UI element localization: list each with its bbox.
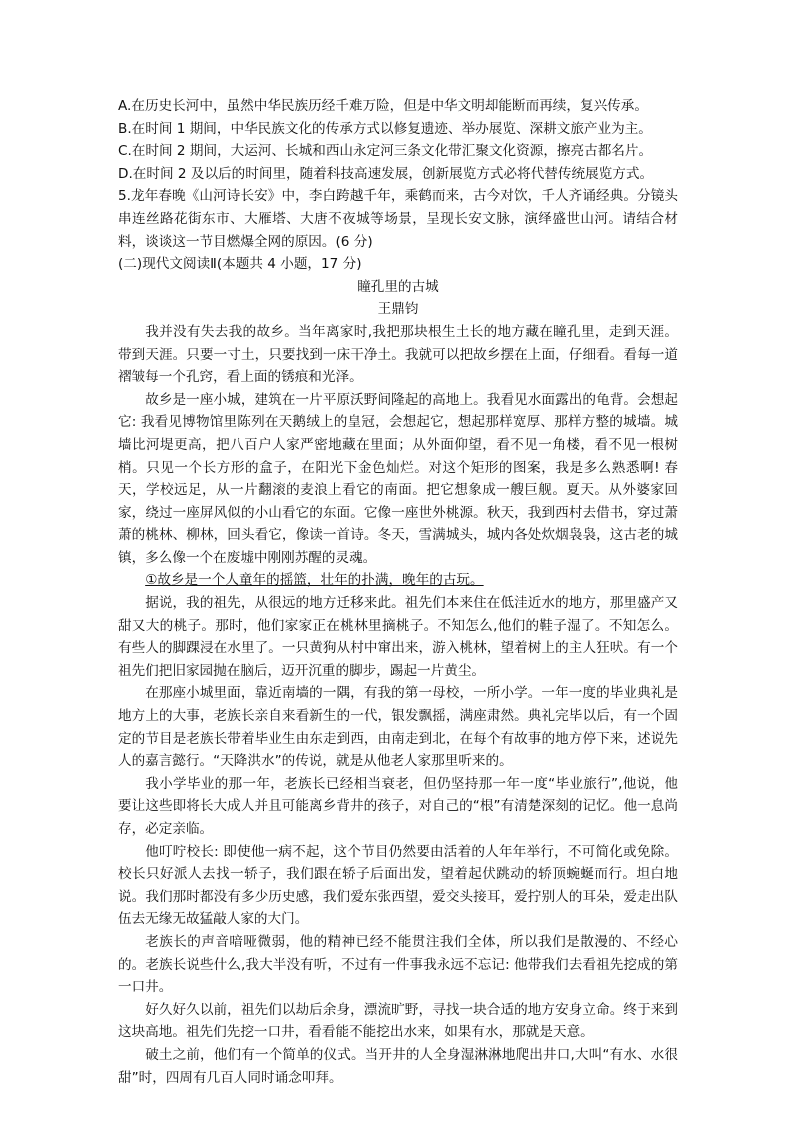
underlined-sentence-paragraph	[118, 569, 678, 592]
underlined-sentence: ①故乡是一个人童年的摇篮，壮年的扑满，晚年的古玩。	[145, 572, 484, 589]
paragraph-9: 好久好久以前，祖先们以劫后余身，漂流旷野，寻找一块合适的地方安身立命。终于来到这块高地。祖先们先挖一口井，看看能不能挖出水来，如果有水，那就是天意。	[118, 1001, 678, 1041]
paragraph-2: 故乡是一座小城，建筑在一片平原沃野间隆起的高地上。我看见水面露出的龟背。会想起它: 我看见博物馆里陈列在天鹅绒上的皇冠，会想起它，想起那样宽厚、那样方整的城墙。城墙比河堤更高，把八百户人家严密地藏在里面；从外面仰望，看不见一角楼，看不见一根树梢。只见一个长方形的盒子，在阳光下金色灿烂。对这个矩形的图案，我是多么熟悉啊! 春天，学校远足，从一片翻滚的麦浪上看它的南面。把它想象成一艘巨舰。夏天。从外婆家回家，绕过一座屏风似的小山看它的东面。它像一座世外桃源。秋天，我到西村去借书，穿过萧萧的桃林、柳林，回头看它，像读一首诗。冬天，雪满城头，城内各处炊烟袅袅，这古老的城镇，多么像一个在废墟中刚刚苏醒的灵魂。	[118, 391, 678, 566]
article-author: 王鼎钧	[377, 301, 419, 318]
exam-page	[118, 95, 678, 1089]
option-d: D.在时间 2 及以后的时间里，随着科技高速发展，创新展览方式必将代替传统展览方式。	[118, 165, 654, 182]
paragraph-8: 老族长的声音喑哑微弱，他的精神已经不能贯注我们全体，所以我们是散漫的、不经心的。老族长说些什么,我大半没有听，不过有一件事我永远不忘记: 他带我们去看祖先挖成的第一口井。	[118, 933, 678, 996]
paragraph-1: 我并没有失去我的故乡。当年离家时,我把那块根生土长的地方藏在瞳孔里，走到天涯。带到天涯。只要一寸土，只要找到一床干净土。我就可以把故乡摆在上面，仔细看。看每一道褶皱每一个孔窍，看上面的锈痕和光泽。	[118, 323, 678, 386]
paragraph-10: 破土之前，他们有一个简单的仪式。当开井的人全身湿淋淋地爬出井口,大叫“有水、水很甜”时，四周有几百人同时诵念叩拜。	[118, 1046, 678, 1086]
paragraph-4: 据说，我的祖先，从很远的地方迁移来此。祖先们本来住在低洼近水的地方，那里盛产又甜又大的桃子。那时，他们家家正在桃林里摘桃子。不知怎么,他们的鞋子湿了。不知怎么。有些人的脚踝浸在水里了。一只黄狗从村中窜出来，游入桃林，望着树上的主人狂吠。有一个祖先们把旧家园抛在脑后，迈开沉重的脚步，踢起一片黄尘。	[118, 595, 678, 679]
option-c: C.在时间 2 期间，大运河、长城和西山永定河三条文化带汇聚文化资源，擦亮古都名片。	[118, 143, 653, 160]
article-title: 瞳孔里的古城	[357, 278, 439, 295]
option-b: B.在时间 1 期间，中华民族文化的传承方式以修复遗迹、举办展览、深耕文旅产业为主。	[118, 120, 652, 137]
paragraph-7: 他叮咛校长: 即使他一病不起，这个节目仍然要由活着的人年年举行，不可简化或免除。校长只好派人去找一轿子，我们跟在轿子后面出发，望着起伏跳动的轿顶蜿蜒而行。坦白地说。我们那时都没有多少历史感，我们爱东张西望，爱交头接耳，爱拧别人的耳朵，爱走出队伍去无缘无故猛敲人家的大门。	[118, 843, 678, 928]
section-heading: (二)现代文阅读Ⅱ(本题共 4 小题，17 分)	[118, 256, 362, 273]
option-a: A.在历史长河中，虽然中华民族历经千难万险，但是中华文明却能断而再续，复兴传承。	[118, 98, 648, 114]
paragraph-5: 在那座小城里面，靠近南墙的一隅，有我的第一母校，一所小学。一年一度的毕业典礼是地方上的大事，老族长亲自来看新生的一代，银发飘摇，满座肃然。典礼完毕以后，有一个固定的节目是老族长带着毕业生由东走到西，由南走到北，在每个有故事的地方停下来，述说先人的嘉言懿行。“天降洪水”的传说，就是从他老人家那里听来的。	[118, 685, 678, 770]
question-5: 5.龙年春晚《山河诗长安》中，李白跨越千年，乘鹤而来，古今对饮，千人齐诵经典。分镜头串连丝路花街东市、大雁塔、大唐不夜城等场景，呈现长安文脉，演绎盛世山河。请结合材料，谈谈这一节目燃爆全网的原因。(6 分)	[118, 188, 678, 250]
paragraph-6: 我小学毕业的那一年，老族长已经相当衰老，但仍坚持那一年一度“毕业旅行”,他说，他要让这些即将长大成人并且可能离乡背井的孩子，对自己的“根”有清楚深刻的记忆。他一息尚存，必定亲临。	[118, 775, 678, 837]
